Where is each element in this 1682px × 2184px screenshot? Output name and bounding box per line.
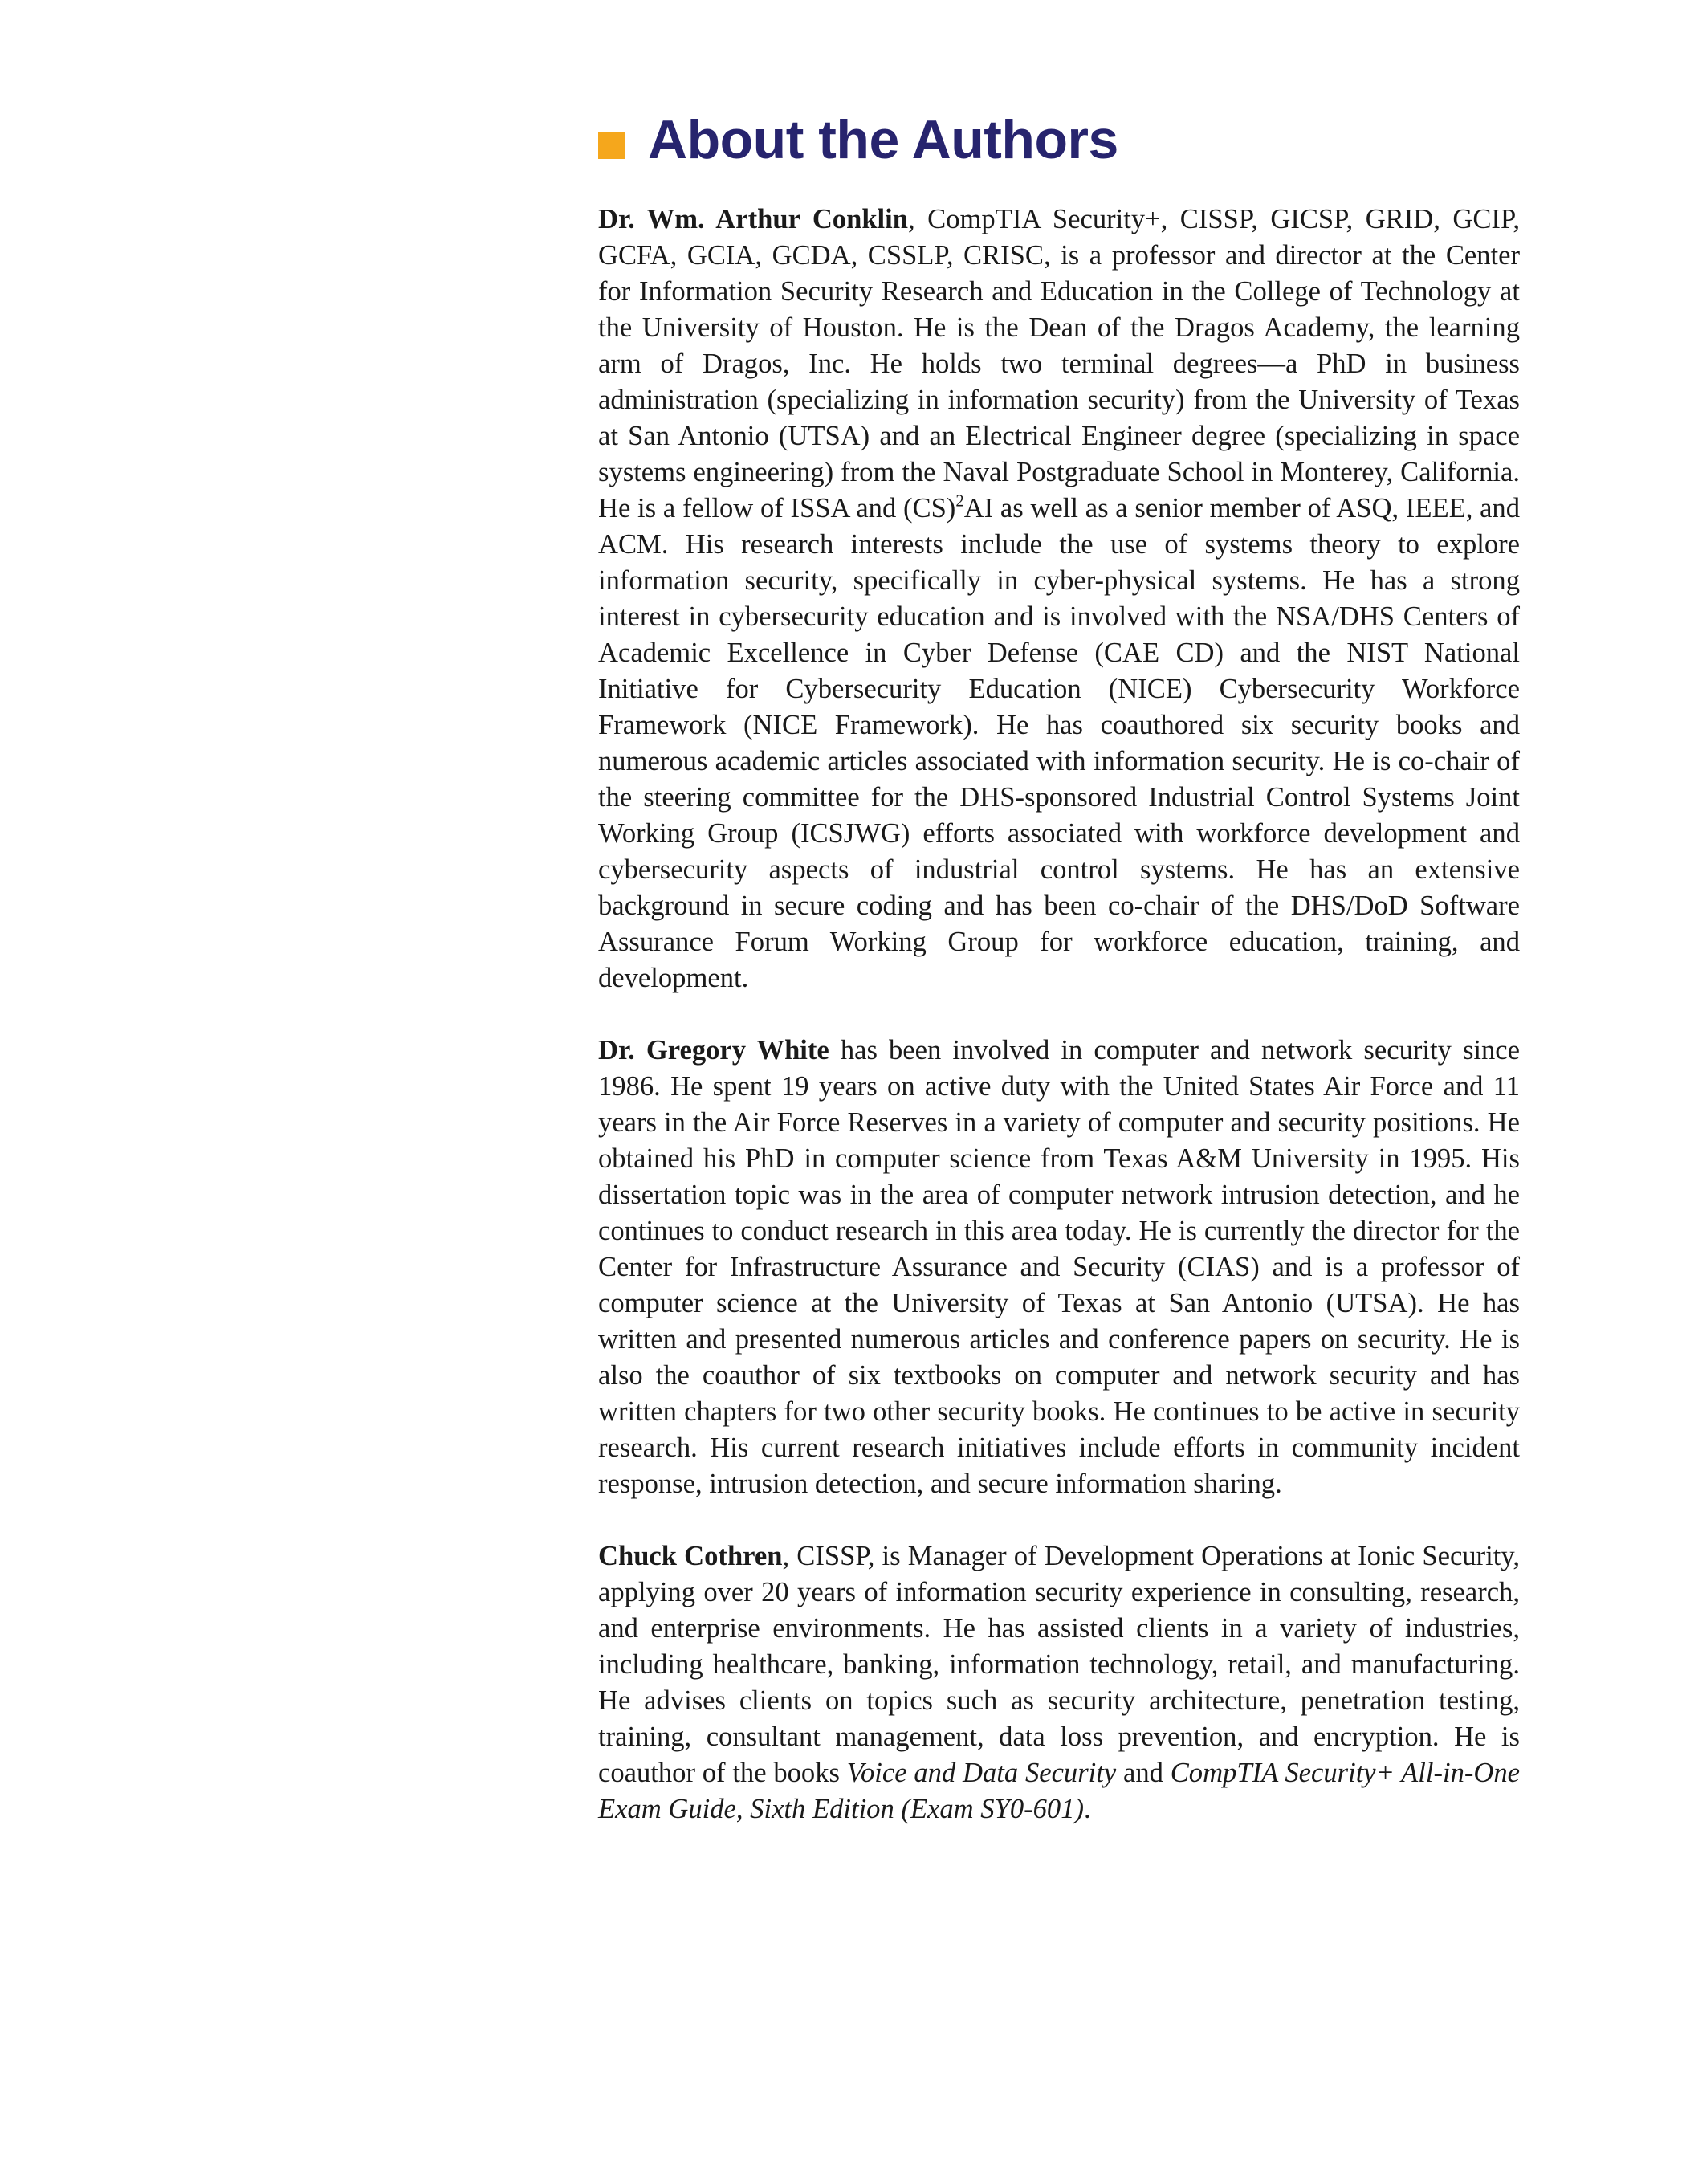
heading-square-bullet: [598, 132, 625, 159]
bio-text: , CompTIA Security+, CISSP, GICSP, GRID, GCIP, GCFA, GCIA, GCDA, CSSLP, CRISC, is a professor and director at the Center for Information Security Research and Education in the College of Technology at the University of Houston. He is the Dean of the Dragos Academy, the learning arm of Dragos, Inc. He holds two terminal degrees—a PhD in business administration (specializing in information security) from the University of Texas at San Antonio (UTSA) and an Electrical Engineer degree (specializing in space systems engineering) from the Naval Postgraduate School in Monterey, California. He is a fellow of ISSA and (CS): [598, 204, 1520, 524]
authors-content: [598, 202, 1520, 1864]
author-bio-cothren: [598, 1538, 1520, 1827]
superscript: 2: [955, 492, 964, 511]
author-bio-white: [598, 1033, 1520, 1502]
author-name: Chuck Cothren: [598, 1541, 783, 1571]
bio-text: .: [1084, 1794, 1091, 1824]
section-heading: [598, 109, 1118, 170]
author-name: Dr. Gregory White: [598, 1035, 829, 1066]
bio-text: and: [1116, 1758, 1171, 1788]
book-title: Voice and Data Security: [846, 1758, 1117, 1788]
author-name: Dr. Wm. Arthur Conklin: [598, 204, 908, 234]
bio-text: , CISSP, is Manager of Development Operations at Ionic Security, applying over 20 years of information security experience in consulting, research, and enterprise environments. He has assisted clients in a variety of industries, including healthcare, banking, information technology, retail, and manufacturing. He advises clients on topics such as security architecture, penetration testing, training, consultant management, data loss prevention, and encryption. He is coauthor of the books: [598, 1541, 1521, 1788]
bio-text: has been involved in computer and network security since 1986. He spent 19 years on active duty with the United States Air Force and 11 years in the Air Force Reserves in a variety of computer and security positions. He obtained his PhD in computer science from Texas A&M University in 1995. His dissertation topic was in the area of computer network intrusion detection, and he continues to conduct research in this area today. He is currently the director for the Center for Infrastructure Assurance and Security (CIAS) and is a professor of computer science at the University of Texas at San Antonio (UTSA). He has written and presented numerous articles and conference papers on security. He is also the coauthor of six textbooks on computer and network security and has written chapters for two other security books. He continues to be active in security research. His current research initiatives include efforts in community incident response, intrusion detection, and secure information sharing.: [598, 1035, 1520, 1499]
bio-text: AI as well as a senior member of ASQ, IEEE, and ACM. His research interests include the use of systems theory to explore information security, specifically in cyber-physical systems. He has a strong interest in cybersecurity education and is involved with the NSA/DHS Centers of Academic Excellence in Cyber Defense (CAE CD) and the NIST National Initiative for Cybersecurity Education (NICE) Cybersecurity Workforce Framework (NICE Framework). He has coauthored six security books and numerous academic articles associated with information security. He is co-chair of the steering committee for the DHS-sponsored Industrial Control Systems Joint Working Group (ICSJWG) efforts associated with workforce development and cybersecurity aspects of industrial control systems. He has an extensive background in secure coding and has been co-chair of the DHS/DoD Software Assurance Forum Working Group for workforce education, training, and development.: [598, 493, 1520, 993]
page-title: About the Authors: [648, 109, 1118, 170]
author-bio-conklin: [598, 202, 1520, 996]
book-title: CompTIA Security+ All-in-One Exam Guide, Sixth Edition (Exam SY0-601): [598, 1758, 1521, 1824]
